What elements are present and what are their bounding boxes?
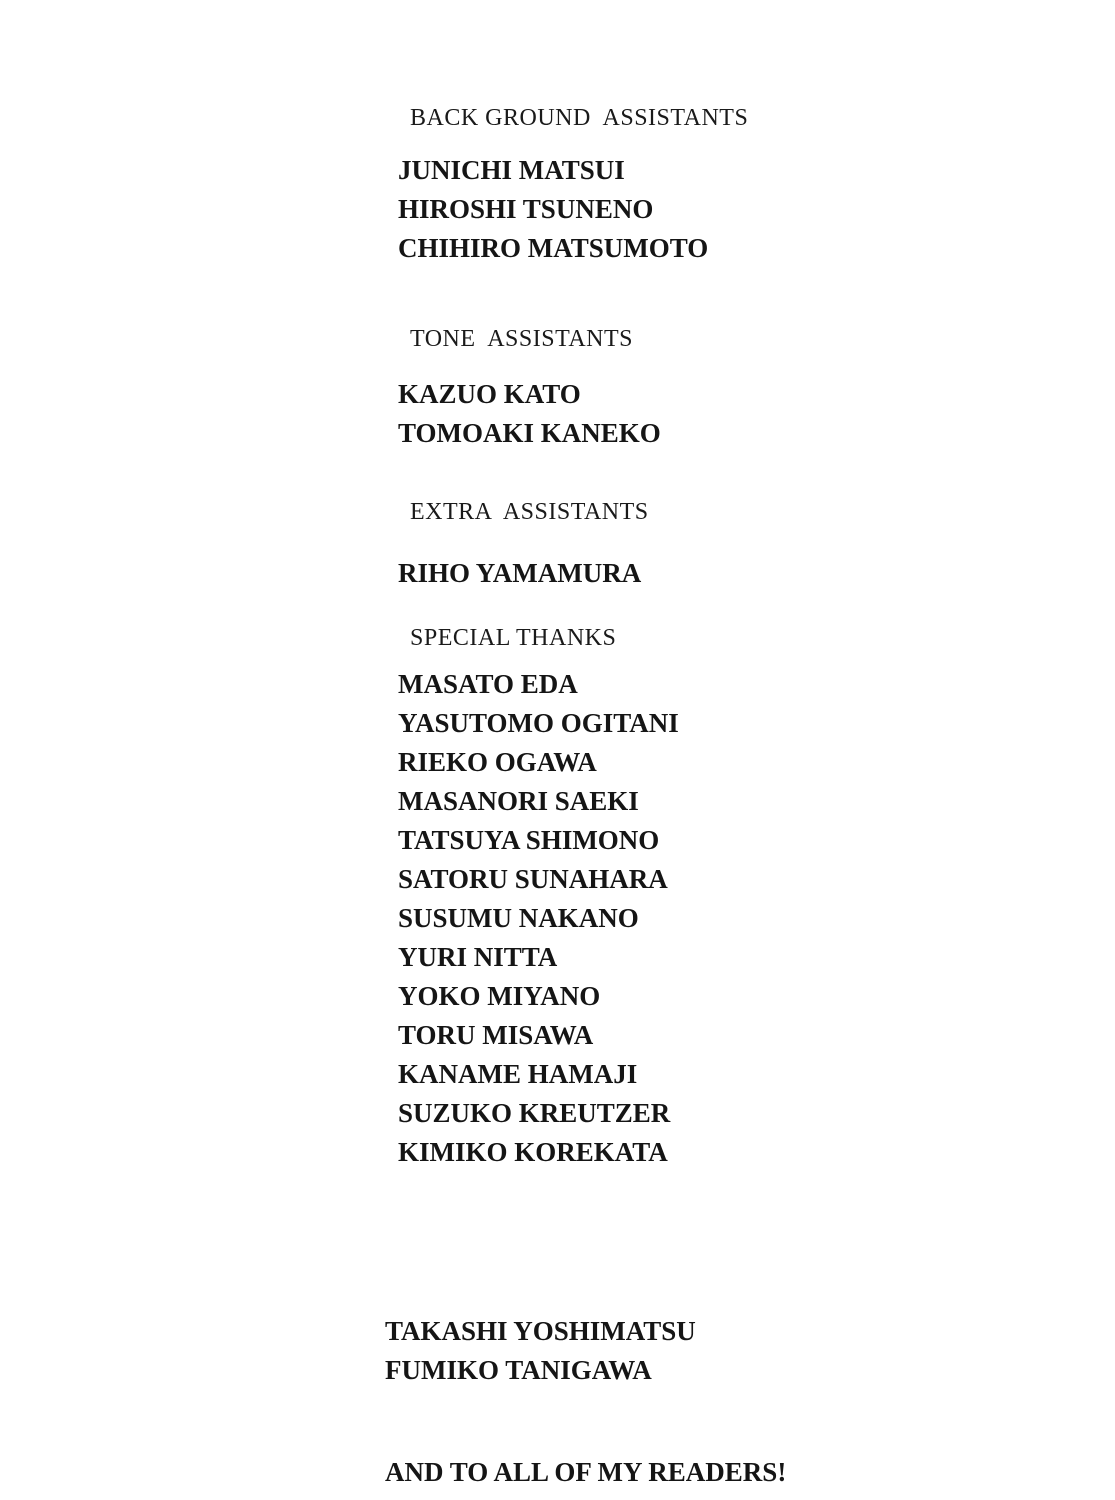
credit-name: RIHO YAMAMURA: [398, 558, 642, 588]
closing-message: AND TO ALL OF MY READERS!: [385, 1457, 787, 1487]
credit-name: HIROSHI TSUNENO: [398, 194, 654, 224]
credit-name: KANAME HAMAJI: [398, 1059, 638, 1089]
section-heading-tone-assistants: TONE ASSISTANTS: [410, 326, 634, 352]
credit-name: SUZUKO KREUTZER: [398, 1098, 671, 1128]
credit-name: YOKO MIYANO: [398, 981, 601, 1011]
credit-name: YASUTOMO OGITANI: [398, 708, 679, 738]
credit-name: RIEKO OGAWA: [398, 747, 597, 777]
section-heading-background-assistants: BACK GROUND ASSISTANTS: [410, 105, 749, 131]
credit-name: JUNICHI MATSUI: [398, 155, 625, 185]
closing-credit-name: TAKASHI YOSHIMATSU: [385, 1316, 696, 1346]
section-heading-extra-assistants: EXTRA ASSISTANTS: [410, 499, 649, 525]
credit-name: MASATO EDA: [398, 669, 578, 699]
credit-name: MASANORI SAEKI: [398, 786, 639, 816]
credit-name: KIMIKO KOREKATA: [398, 1137, 668, 1167]
credit-name: SUSUMU NAKANO: [398, 903, 639, 933]
credit-name: TORU MISAWA: [398, 1020, 594, 1050]
credit-name: TATSUYA SHIMONO: [398, 825, 660, 855]
section-heading-special-thanks: SPECIAL THANKS: [410, 625, 617, 651]
closing-credit-name: FUMIKO TANIGAWA: [385, 1355, 652, 1385]
credit-name: YURI NITTA: [398, 942, 558, 972]
credit-name: KAZUO KATO: [398, 379, 581, 409]
credit-name: SATORU SUNAHARA: [398, 864, 668, 894]
credit-name: TOMOAKI KANEKO: [398, 418, 661, 448]
credit-name: CHIHIRO MATSUMOTO: [398, 233, 709, 263]
